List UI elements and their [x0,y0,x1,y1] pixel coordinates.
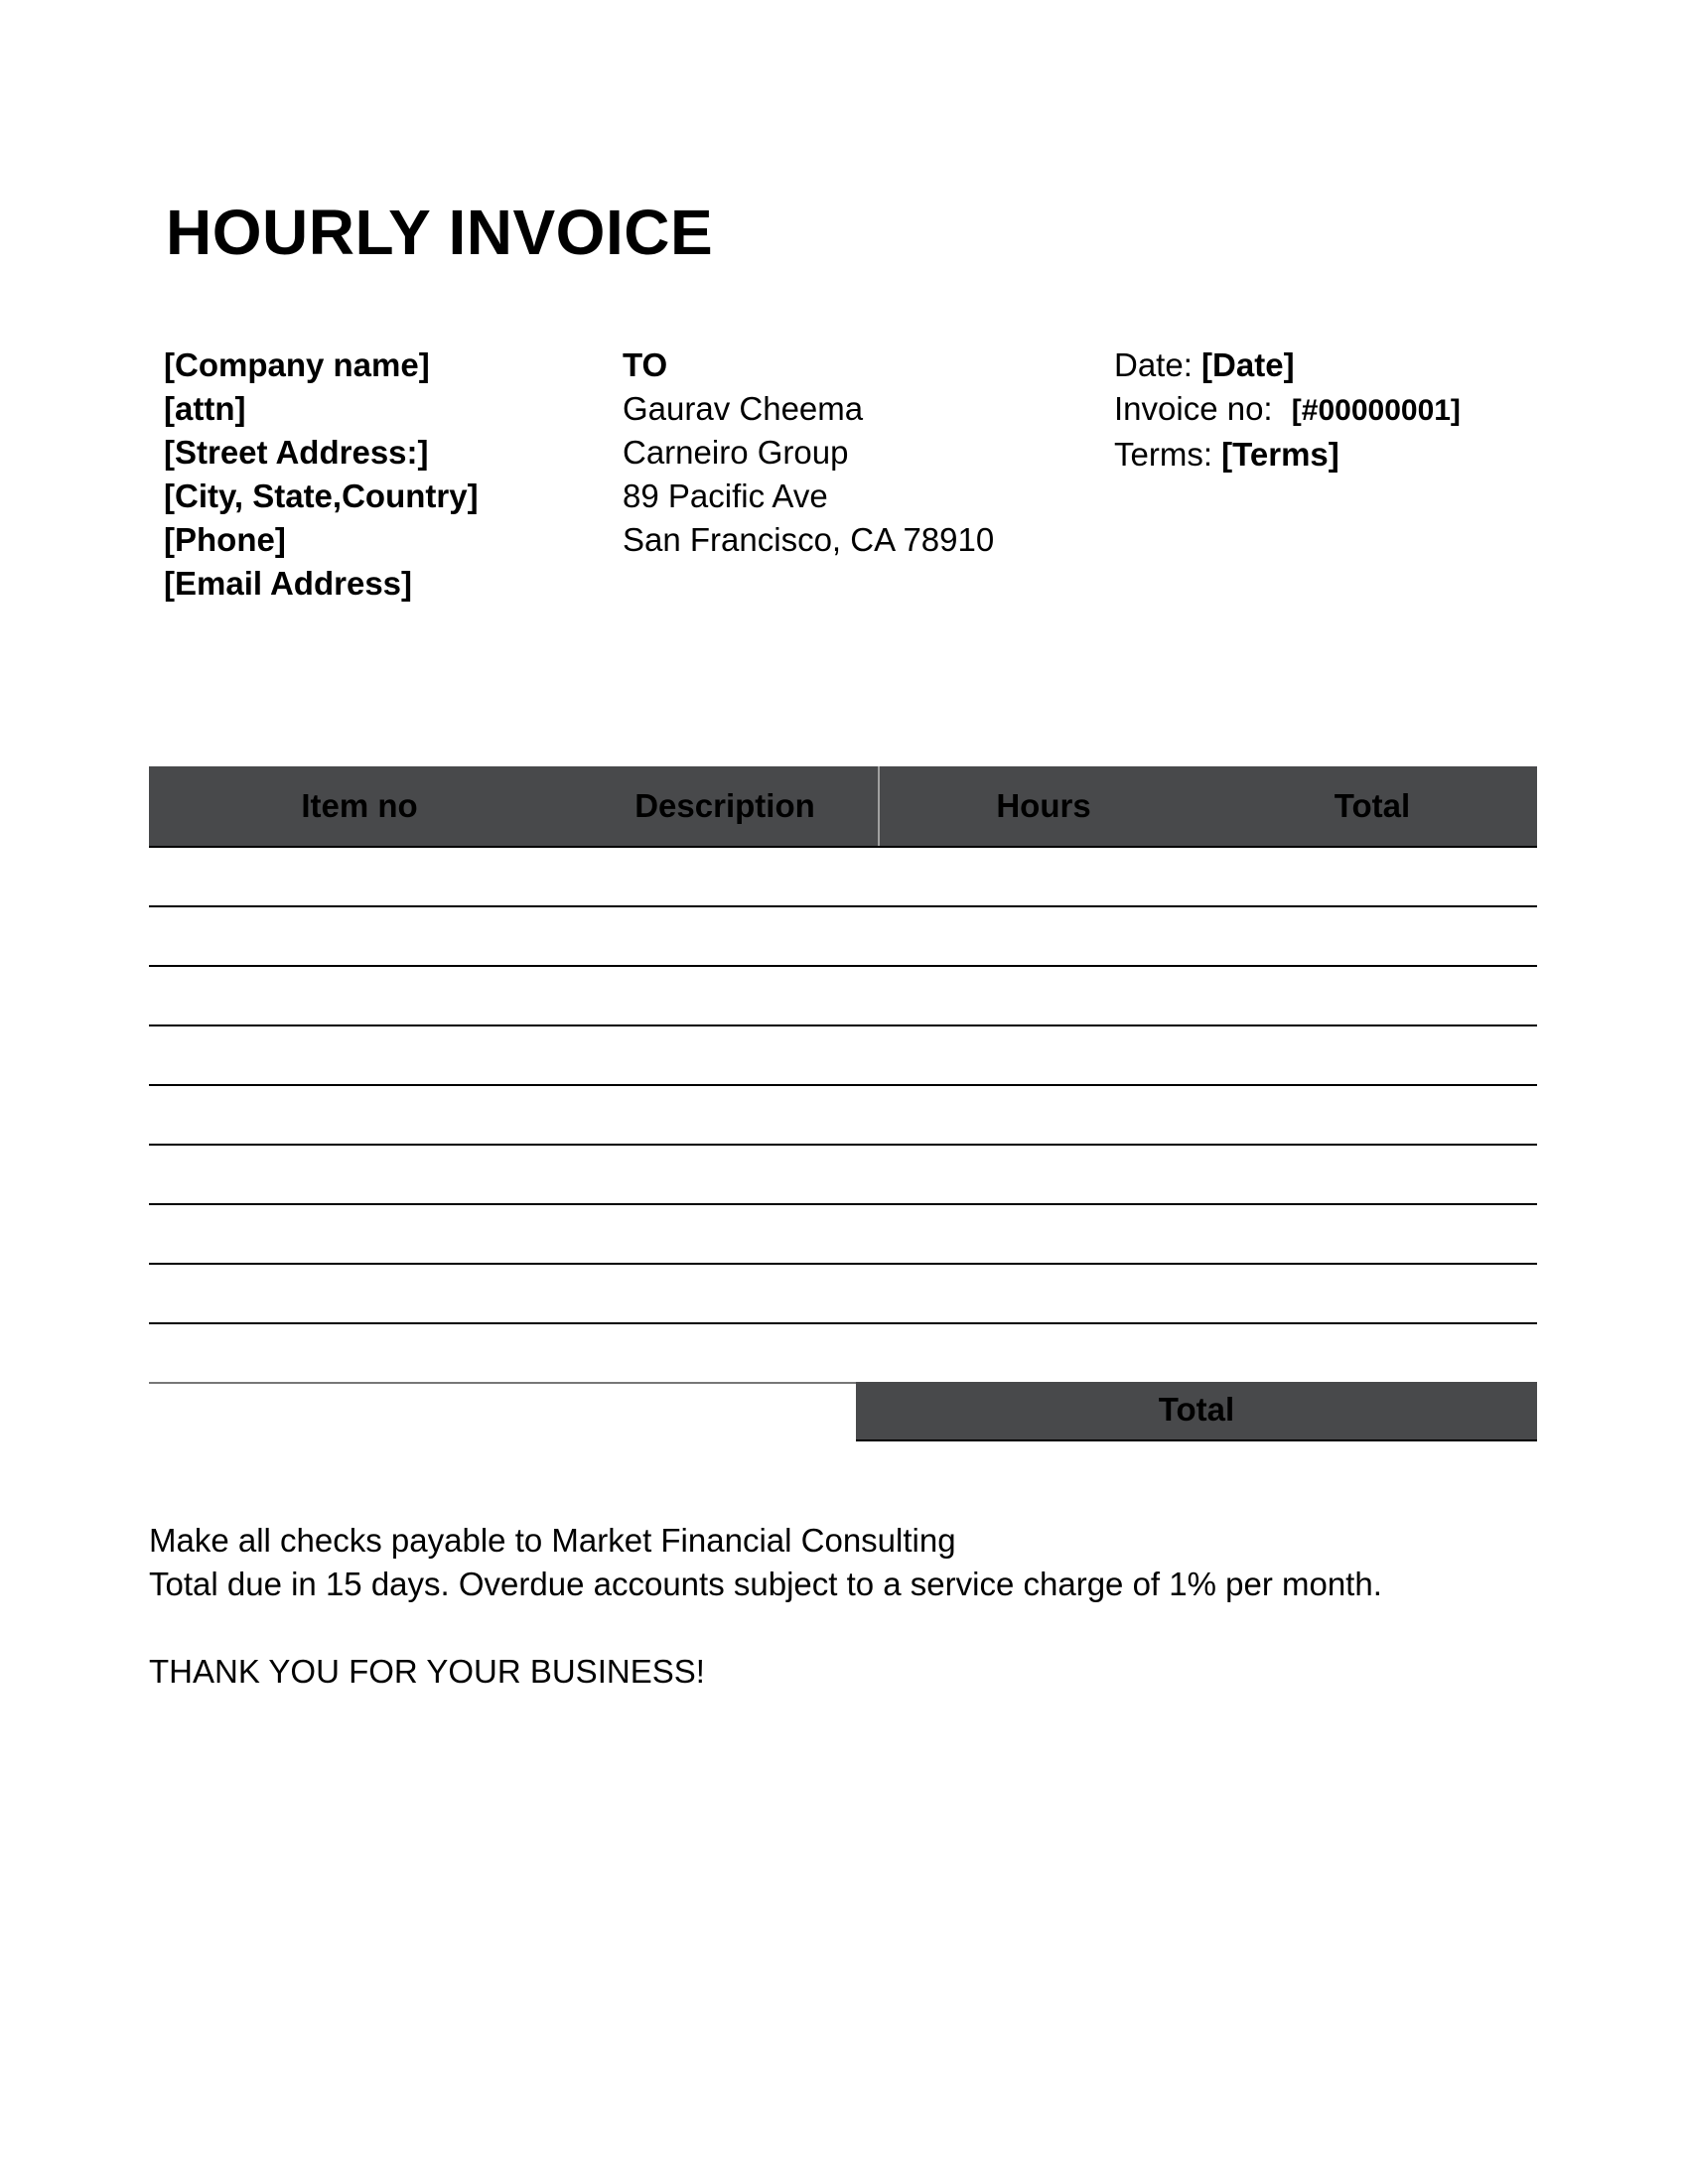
recipient-city: San Francisco, CA 78910 [623,521,995,558]
header-hours: Hours [996,787,1091,824]
sender-block [164,343,479,606]
date-row [1114,343,1461,387]
terms-label: Terms: [1114,436,1212,473]
due-note: Total due in 15 days. Overdue accounts subject to a service charge of 1% per month. [149,1566,1382,1602]
table-row[interactable] [149,1026,1537,1086]
thank-you-note: THANK YOU FOR YOUR BUSINESS! [149,1653,705,1690]
items-table-body [149,848,1537,1384]
invoice-number-label: Invoice no: [1114,390,1273,427]
sender-company: [Company name] [164,346,430,383]
payable-note: Make all checks payable to Market Financial Consulting [149,1522,956,1559]
invoice-number-row [1114,387,1461,433]
items-table-header [149,766,1537,848]
grand-total-label: Total [856,1382,1537,1441]
sender-street: [Street Address:] [164,434,429,471]
recipient-name: Gaurav Cheema [623,390,864,427]
sender-attn: [attn] [164,390,246,427]
sender-city: [City, State,Country] [164,478,479,514]
payment-notes [149,1519,1382,1606]
invoice-title: HOURLY INVOICE [166,197,714,268]
date-label: Date: [1114,346,1193,383]
sender-phone: [Phone] [164,521,286,558]
recipient-company: Carneiro Group [623,434,849,471]
table-row[interactable] [149,907,1537,967]
table-row[interactable] [149,967,1537,1026]
recipient-block [623,343,994,562]
table-row[interactable] [149,848,1537,907]
header-divider [878,766,880,846]
invoice-number-value: [#00000001] [1291,394,1461,427]
date-value: [Date] [1201,346,1295,383]
table-row[interactable] [149,1086,1537,1146]
table-row[interactable] [149,1324,1537,1384]
header-description: Description [634,787,815,824]
invoice-meta [1114,343,1461,477]
terms-value: [Terms] [1221,436,1339,473]
table-row[interactable] [149,1265,1537,1324]
table-row[interactable] [149,1146,1537,1205]
recipient-heading: TO [623,346,668,383]
table-row[interactable] [149,1205,1537,1265]
header-total: Total [1334,787,1411,824]
sender-email: [Email Address] [164,565,413,602]
terms-row [1114,433,1461,477]
header-item-no: Item no [301,787,418,824]
recipient-street: 89 Pacific Ave [623,478,828,514]
